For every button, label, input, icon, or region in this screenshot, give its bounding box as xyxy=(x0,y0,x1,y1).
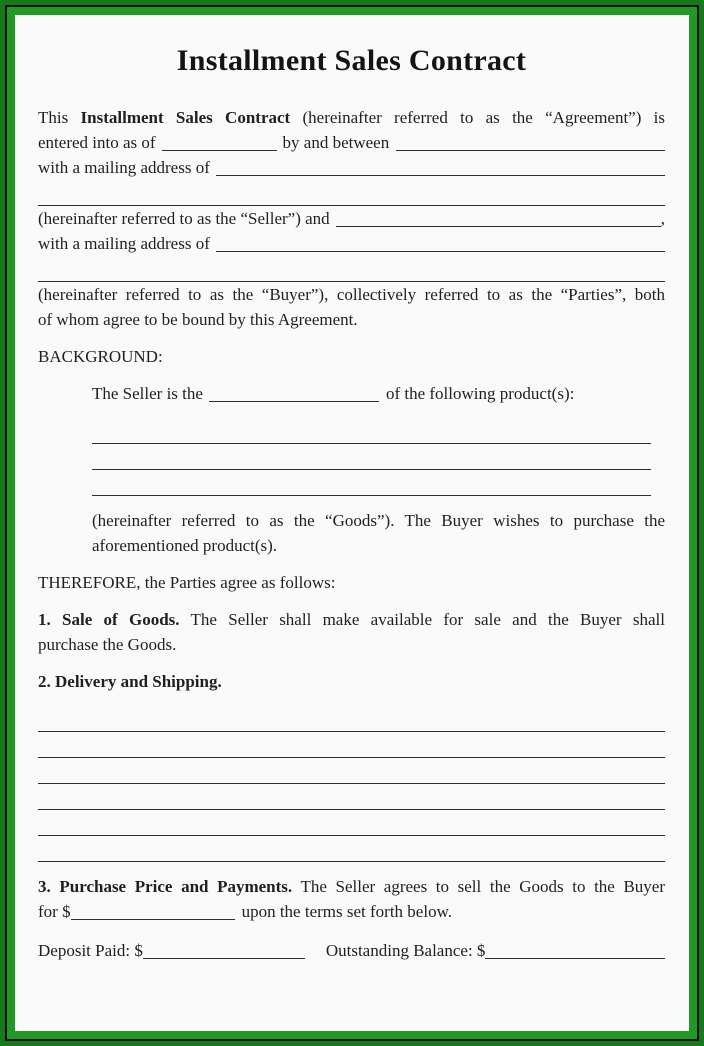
seller-address-blank-line-2 xyxy=(38,180,665,206)
section-1-line-1 xyxy=(38,607,665,632)
delivery-blank-line-3 xyxy=(38,758,665,784)
buyer-clause-line-2: of whom agree to be bound by this Agreement. xyxy=(38,310,358,329)
delivery-blank-line-5 xyxy=(38,810,665,836)
balance-blank xyxy=(485,958,665,959)
page-border-inner xyxy=(7,7,697,1039)
document-title: Installment Sales Contract xyxy=(176,44,527,77)
section-3-line-2 xyxy=(38,899,665,924)
section-3-line-1 xyxy=(38,874,665,899)
section-1 xyxy=(38,607,665,657)
intro-paragraph xyxy=(38,105,665,332)
intro-line-2-text: entered into as of xyxy=(38,133,156,152)
delivery-blank-line-6 xyxy=(38,836,665,862)
section-2 xyxy=(38,669,665,694)
seller-address-blank xyxy=(216,175,665,176)
intro-line-3-text: with a mailing address of xyxy=(38,158,210,177)
goods-clause-line-2: aforementioned product(s). xyxy=(92,536,278,555)
buyer-name-blank xyxy=(336,226,661,227)
date-blank xyxy=(162,150,277,151)
background-heading: BACKGROUND: xyxy=(38,347,163,366)
seller-is-text: The Seller is the xyxy=(92,384,203,403)
delivery-blank-line-2 xyxy=(38,732,665,758)
goods-clause-line-1: (hereinafter referred to as the “Goods”). The Buyer wishes to purchase the xyxy=(92,511,665,530)
intro-line-2 xyxy=(38,130,665,155)
price-blank xyxy=(71,919,235,920)
delivery-blank-line-1 xyxy=(38,706,665,732)
payments-block xyxy=(38,938,665,963)
therefore-block xyxy=(38,570,665,595)
price-suffix: upon the terms set forth below. xyxy=(241,902,452,921)
section-3-title: 3. Purchase Price and Payments. xyxy=(38,877,293,896)
deposit-blank xyxy=(143,958,305,959)
buyer-address-line xyxy=(38,231,665,256)
section-1-body: The Seller shall make available for sale and the Buyer shall xyxy=(190,610,665,629)
product-blank-line-2 xyxy=(92,444,651,470)
buyer-address-blank-line-2 xyxy=(38,256,665,282)
seller-clause-text: (hereinafter referred to as the “Seller”) and xyxy=(38,209,330,228)
seller-is-text-2: of the following product(s): xyxy=(385,384,575,403)
section-1-line-2: purchase the Goods. xyxy=(38,635,177,654)
intro-line-1-text: This xyxy=(38,108,69,127)
intro-line-1-rest: (hereinafter referred to as the “Agreement”) is xyxy=(302,108,665,127)
section-3 xyxy=(38,874,665,924)
delivery-blank-line-4 xyxy=(38,784,665,810)
intro-line-1-bold: Installment Sales Contract xyxy=(80,108,291,127)
document-page xyxy=(15,15,689,1031)
buyer-address-text: with a mailing address of xyxy=(38,234,210,253)
deposit-label: Deposit Paid: $ xyxy=(38,941,143,960)
price-prefix: for $ xyxy=(38,902,71,921)
intro-line-3 xyxy=(38,155,665,180)
product-lines-block xyxy=(38,418,665,496)
seller-role-blank xyxy=(209,401,379,402)
page-border-black xyxy=(5,5,699,1041)
payments-line xyxy=(38,938,665,963)
therefore-line: THEREFORE, the Parties agree as follows: xyxy=(38,573,336,592)
product-blank-line-3 xyxy=(92,470,651,496)
buyer-address-blank xyxy=(216,251,665,252)
buyer-clause-line-1: (hereinafter referred to as the “Buyer”), collectively referred to as the “Parties”, both xyxy=(38,285,665,304)
seller-name-blank xyxy=(396,150,665,151)
seller-clause-comma: , xyxy=(660,209,665,228)
section-2-title: 2. Delivery and Shipping. xyxy=(38,672,222,691)
intro-line-1 xyxy=(38,105,665,130)
intro-line-2-text-2: by and between xyxy=(282,133,390,152)
delivery-blank-lines xyxy=(38,706,665,862)
product-blank-line-1 xyxy=(92,418,651,444)
section-3-body: The Seller agrees to sell the Goods to the Buyer xyxy=(300,877,665,896)
section-1-title: 1. Sale of Goods. xyxy=(38,610,180,629)
seller-is-block xyxy=(38,381,665,406)
seller-is-line xyxy=(92,381,665,406)
background-heading-block xyxy=(38,344,665,369)
goods-clause-block xyxy=(38,508,665,558)
balance-label: Outstanding Balance: $ xyxy=(325,941,486,960)
seller-clause-line xyxy=(38,206,665,231)
